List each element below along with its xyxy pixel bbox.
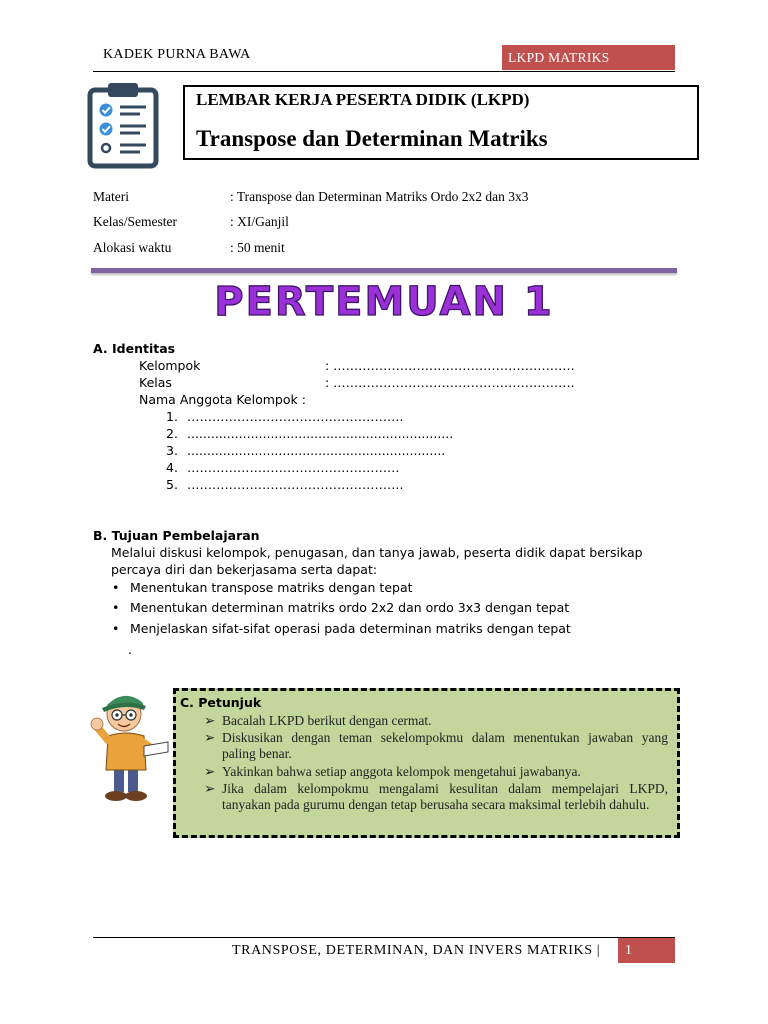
bullet-icon: • <box>112 621 120 636</box>
footer-divider <box>93 937 675 938</box>
kelompok-field[interactable]: : …………………………………………………. <box>325 358 575 373</box>
arrow-right-icon: ➢ <box>204 730 216 745</box>
kelas-label: Kelas <box>139 375 172 390</box>
tujuan-item: Menentukan determinan matriks ordo 2x2 dan ordo 3x3 dengan tepat <box>130 600 570 615</box>
bullet-icon: • <box>112 600 120 615</box>
session-title: PERTEMUAN 1 <box>214 279 554 325</box>
member-number: 3. <box>166 443 178 458</box>
tujuan-intro: percaya diri dan bekerjasama serta dapat: <box>111 562 378 577</box>
meta-value-materi: : Transpose dan Determinan Matriks Ordo 2x2 dan 3x3 <box>230 189 529 204</box>
bullet-icon: • <box>112 580 120 595</box>
clipboard-checklist-icon <box>84 80 164 170</box>
header-author: KADEK PURNA BAWA <box>103 47 251 62</box>
member-number: 4. <box>166 460 178 475</box>
tujuan-heading: B. Tujuan Pembelajaran <box>93 528 260 543</box>
tujuan-item: Menjelaskan sifat-sifat operasi pada determinan matriks dengan tepat <box>130 621 571 636</box>
meta-key-alokasi: Alokasi waktu <box>93 240 172 255</box>
meta-key-materi: Materi <box>93 189 129 204</box>
anggota-label: Nama Anggota Kelompok : <box>139 392 306 407</box>
header-badge: LKPD MATRIKS <box>502 45 675 70</box>
member-number: 1. <box>166 409 178 424</box>
meta-value-alokasi: : 50 menit <box>230 240 285 255</box>
kelas-field[interactable]: : …………………………………………………. <box>325 375 575 390</box>
tujuan-item: Menentukan transpose matriks dengan tepat <box>130 580 413 595</box>
page-number: 1 <box>618 938 675 963</box>
member-number: 2. <box>166 426 178 441</box>
member-field[interactable]: ……………………………………………. <box>187 409 404 424</box>
footer-title: TRANSPOSE, DETERMINAN, DAN INVERS MATRIKS | <box>232 943 601 958</box>
meta-key-kelas: Kelas/Semester <box>93 214 177 229</box>
meta-value-kelas: : XI/Ganjil <box>230 214 289 229</box>
identitas-heading: A. Identitas <box>93 341 176 356</box>
arrow-right-icon: ➢ <box>204 713 216 728</box>
petunjuk-item: ➢ Bacalah LKPD berikut dengan cermat. <box>204 713 432 728</box>
petunjuk-item: ➢ Yakinkan bahwa setiap anggota kelompok mengetahui jawabanya. <box>204 764 581 779</box>
arrow-right-icon: ➢ <box>204 781 216 796</box>
member-field[interactable]: ................................................................. <box>187 443 446 458</box>
worksheet-subtitle: Transpose dan Determinan Matriks <box>196 126 548 151</box>
petunjuk-heading: C. Petunjuk <box>180 695 262 710</box>
kelompok-label: Kelompok <box>139 358 201 373</box>
worksheet-title: LEMBAR KERJA PESERTA DIDIK (LKPD) <box>196 90 530 109</box>
section-divider <box>91 268 677 273</box>
petunjuk-item: ➢ Diskusikan dengan teman sekelompokmu dalam menentukan jawaban yang paling benar. <box>204 730 668 761</box>
arrow-right-icon: ➢ <box>204 764 216 779</box>
tujuan-trailing: . <box>128 642 132 657</box>
member-field[interactable]: ……………………………………………. <box>187 477 404 492</box>
member-field[interactable]: ................................................................... <box>187 426 454 441</box>
header-divider <box>93 71 675 72</box>
student-cartoon-icon <box>88 688 170 803</box>
tujuan-intro: Melalui diskusi kelompok, penugasan, dan tanya jawab, peserta didik dapat bersikap <box>111 545 643 560</box>
member-number: 5. <box>166 477 178 492</box>
member-field[interactable]: …………………………………………… <box>187 460 400 475</box>
petunjuk-item: ➢ Jika dalam kelompokmu mengalami kesulitan dalam mempelajari LKPD, tanyakan pada gurumu dengan tetap berusaha secara maksimal terlebih dahulu. <box>204 781 668 812</box>
petunjuk-box <box>173 688 680 838</box>
